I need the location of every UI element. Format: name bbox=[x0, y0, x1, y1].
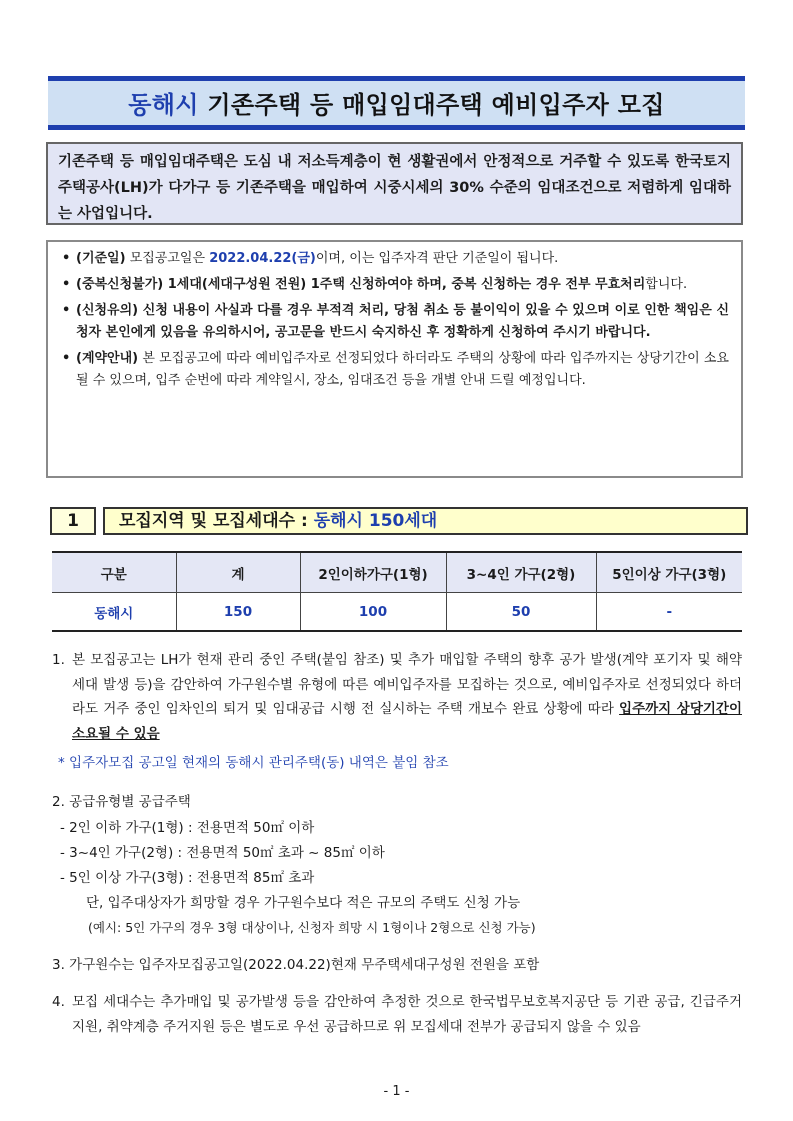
bullet-icon: • bbox=[62, 251, 71, 266]
paragraph-text bbox=[52, 648, 742, 746]
paragraph-number: 4. bbox=[52, 994, 65, 1010]
notice-box bbox=[46, 240, 743, 478]
notice-text: 이며, 이는 입주자격 판단 기준일이 됩니다. bbox=[315, 251, 559, 266]
section-label: 모집지역 및 모집세대수 : bbox=[119, 511, 314, 531]
notice-item-base-date bbox=[62, 248, 729, 270]
table-cell: 100 bbox=[300, 593, 446, 632]
title-band bbox=[48, 76, 745, 130]
supply-condition: 단, 입주대상자가 희망할 경우 가구원수보다 적은 규모의 주택도 신청 가능 bbox=[86, 895, 521, 911]
paragraph-4 bbox=[52, 990, 742, 1039]
bullet-icon: • bbox=[62, 303, 71, 318]
table-header-cell: 5인이상 가구(3형) bbox=[596, 552, 742, 593]
paragraph-body: 본 모집공고는 LH가 현재 관리 중인 주택(붙임 참조) 및 추가 매입할 주택의 향후 공가 발생(계약 포기자 및 해약 세대 발생 등)을 감안하여 가구원수별 유형에 따른 예비입주자를 모집하는 것으로, 예비입주자로 선정되었다 하더라도 거주 중인 임차인의 퇴거 및 임대공급 시행 전 실시하는 주택 개보수 완료 상황에 따라 bbox=[72, 652, 742, 717]
bullet-icon: • bbox=[62, 277, 71, 292]
notice-text: 합니다. bbox=[645, 277, 688, 292]
table-row bbox=[52, 593, 742, 632]
recruitment-table bbox=[52, 551, 742, 632]
title-rest: 기존주택 등 매입임대주택 예비입주자 모집 bbox=[198, 91, 665, 119]
notice-item-contract bbox=[62, 348, 729, 392]
notice-date: 2022.04.22(금) bbox=[209, 251, 316, 266]
notice-text: 본 모집공고에 따라 예비입주자로 선정되었다 하더라도 주택의 상황에 따라 입주까지는 상당기간이 소요될 수 있으며, 입주 순번에 따라 계약일시, 장소, 임대조건 등을 개별 안내 드릴 예정입니다. bbox=[76, 351, 729, 388]
paragraph-1 bbox=[52, 648, 742, 746]
table-cell: 150 bbox=[176, 593, 300, 632]
notice-bold-text: (신청유의) 신청 내용이 사실과 다를 경우 부적격 처리, 당첨 취소 등 불이익이 있을 수 있으며 이로 인한 책임은 신청자 본인에게 있음을 유의하시어, 공고문을 반드시 숙지하신 후 정확하게 신청하여 주시기 바랍니다. bbox=[76, 303, 729, 340]
notice-tag: (기준일) bbox=[76, 251, 126, 266]
table-cell: 동해시 bbox=[52, 593, 176, 632]
table-cell: 50 bbox=[446, 593, 596, 632]
bullet-icon: • bbox=[62, 351, 71, 366]
table-header-row bbox=[52, 552, 742, 593]
notice-tag: (계약안내) bbox=[76, 351, 139, 366]
table-header-cell: 구분 bbox=[52, 552, 176, 593]
note-attachment: * 입주자모집 공고일 현재의 동해시 관리주택(동) 내역은 붙임 참조 bbox=[58, 755, 449, 771]
notice-item-no-duplicate bbox=[62, 274, 729, 296]
title-region: 동해시 bbox=[128, 91, 199, 119]
table-cell: - bbox=[596, 593, 742, 632]
supply-type-1: - 2인 이하 가구(1형) : 전용면적 50㎡ 이하 bbox=[60, 820, 315, 836]
page-number: - 1 - bbox=[383, 1084, 410, 1099]
paragraph-3: 3. 가구원수는 입주자모집공고일(2022.04.22)현재 무주택세대구성원 전원을 포함 bbox=[52, 957, 540, 973]
section-title bbox=[103, 507, 748, 535]
paragraph-text: 모집 세대수는 추가매입 및 공가발생 등을 감안하여 추정한 것으로 한국법무보호복지공단 등 기관 공급, 긴급주거지원, 취약계층 주거지원 등은 별도로 우선 공급하므로 위 모집세대 전부가 공급되지 않을 수 있음 bbox=[72, 994, 742, 1035]
paragraph-number: 1. bbox=[52, 652, 65, 668]
notice-text: 모집공고일은 bbox=[125, 251, 210, 266]
table-header-cell: 3~4인 가구(2형) bbox=[446, 552, 596, 593]
supply-example: (예시: 5인 가구의 경우 3형 대상이나, 신청자 희망 시 1형이나 2형으로 신청 가능) bbox=[88, 920, 536, 935]
section-highlight: 동해시 150세대 bbox=[313, 511, 438, 531]
supply-type-3: - 5인 이상 가구(3형) : 전용면적 85㎡ 초과 bbox=[60, 870, 315, 886]
table-header-cell: 계 bbox=[176, 552, 300, 593]
notice-item-caution bbox=[62, 300, 729, 344]
notice-bold-text: (중복신청불가) 1세대(세대구성원 전원) 1주택 신청하여야 하며, 중복 신청하는 경우 전부 무효처리 bbox=[76, 277, 646, 292]
page-title bbox=[48, 85, 745, 120]
table-header-cell: 2인이하가구(1형) bbox=[300, 552, 446, 593]
title-bottom-rule bbox=[48, 125, 745, 130]
section-number: 1 bbox=[50, 507, 96, 535]
paragraph-2-heading: 2. 공급유형별 공급주택 bbox=[52, 794, 191, 810]
supply-type-2: - 3~4인 가구(2형) : 전용면적 50㎡ 초과 ~ 85㎡ 이하 bbox=[60, 845, 385, 861]
intro-box: 기존주택 등 매입임대주택은 도심 내 저소득계층이 현 생활권에서 안정적으로 거주할 수 있도록 한국토지주택공사(LH)가 다가구 등 기존주택을 매입하여 시중시세의 30% 수준의 임대조건으로 저렴하게 임대하는 사업입니다. bbox=[46, 142, 743, 225]
underlined-emphasis: 입주까지 상당기간이 소요될 수 있음 bbox=[72, 701, 742, 742]
